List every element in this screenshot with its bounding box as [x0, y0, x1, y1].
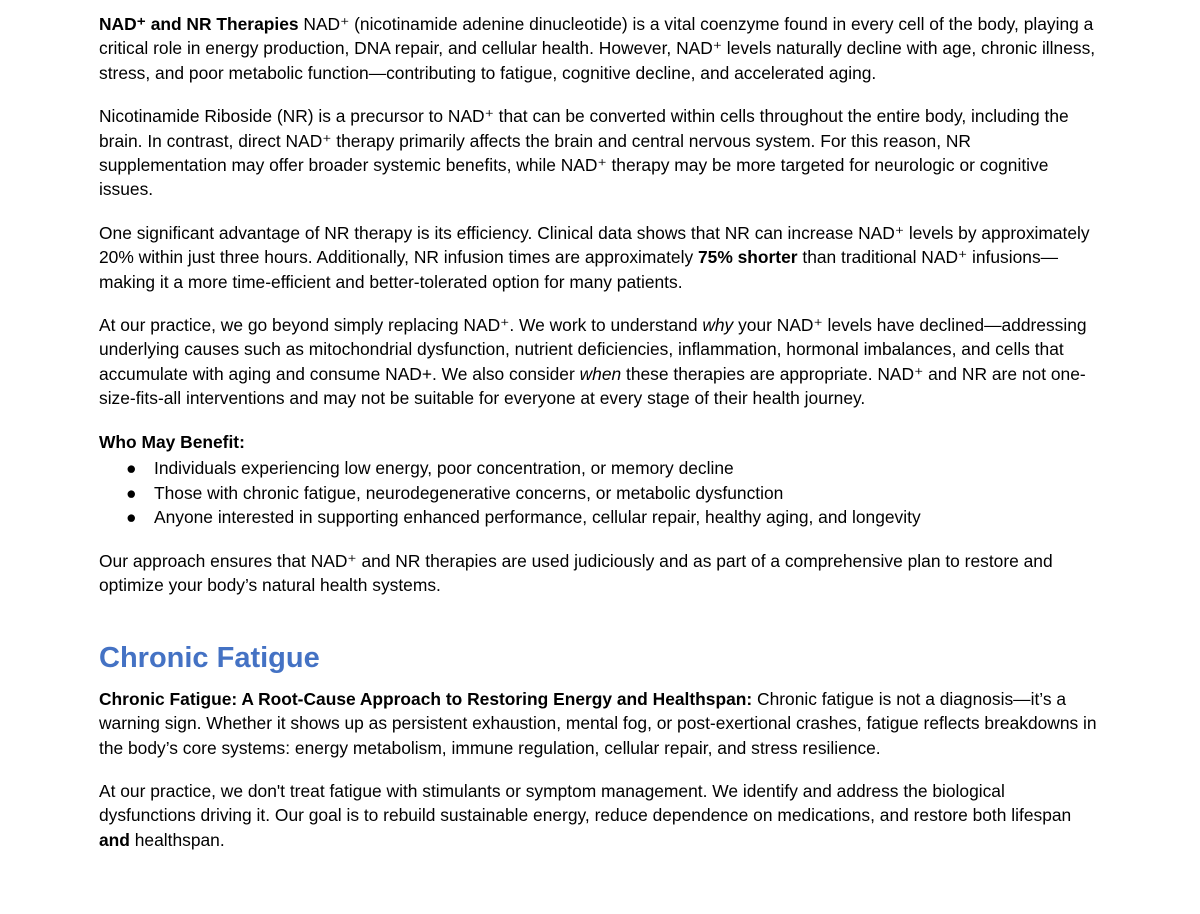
bullet-icon: ● — [126, 482, 137, 503]
practice-approach-paragraph — [99, 313, 1101, 411]
bullet-icon: ● — [126, 458, 137, 479]
nr-precursor-paragraph: Nicotinamide Riboside (NR) is a precursor to NAD⁺ that can be converted within cells throughout the entire body, including the brain. In contrast, direct NAD⁺ therapy primarily affects the brain and central nervous system. For this reason, NR supplementation may offer broader systemic benefits, while NAD⁺ therapy may be more targeted for neurologic or cognitive issues. — [99, 106, 1069, 200]
fatigue-intro-lead: Chronic Fatigue: A Root-Cause Approach to Restoring Energy and Healthspan: — [99, 688, 753, 709]
benefit-list — [99, 456, 1101, 530]
fatigue-practice-paragraph — [99, 779, 1101, 852]
fatigue-intro-paragraph — [99, 687, 1101, 760]
benefit-text: Individuals experiencing low energy, poor concentration, or memory decline — [154, 458, 734, 479]
list-item — [99, 481, 1101, 506]
list-item — [99, 456, 1101, 481]
fatigue-practice-text-b: healthspan. — [129, 829, 225, 850]
nr-efficiency-bold: 75% shorter — [697, 247, 798, 268]
who-may-benefit-heading: Who May Benefit: — [99, 431, 245, 452]
fatigue-intro-body: Chronic fatigue is not a diagnosis—it’s a warning sign. Whether it shows up as persistent exhaustion, mental fog, or post-exertional crashes, fatigue reflects breakdowns in the body’s core systems: energy metabolism, immune regulation, cellular repair, and stress resilience. — [99, 688, 1097, 758]
bullet-icon: ● — [126, 507, 137, 528]
nr-efficiency-text-a: One significant advantage of NR therapy is its efficiency. Clinical data shows that NR can increase NAD⁺ levels by approximately 20% within just three hours. Additionally, NR infusion times are approximately — [99, 222, 1090, 268]
list-item — [99, 505, 1101, 530]
fatigue-practice-text-a: At our practice, we don't treat fatigue with stimulants or symptom management. We identify and address the biological dysfunctions driving it. Our goal is to rebuild sustainable energy, reduce dependence on medications, and restore both lifespan — [99, 780, 1072, 826]
practice-when-emphasis: when — [579, 363, 622, 384]
nad-intro-paragraph — [99, 12, 1101, 85]
practice-text-a: At our practice, we go beyond simply replacing NAD⁺. We work to understand — [99, 315, 703, 336]
practice-why-emphasis: why — [702, 315, 734, 336]
benefit-text: Those with chronic fatigue, neurodegenerative concerns, or metabolic dysfunction — [154, 482, 784, 503]
document-page — [99, 12, 1101, 852]
nr-efficiency-paragraph — [99, 221, 1101, 294]
nad-intro-lead: NAD⁺ and NR Therapies — [99, 14, 299, 34]
nad-conclusion-paragraph: Our approach ensures that NAD⁺ and NR therapies are used judiciously and as part of a comprehensive plan to restore and optimize your body’s natural health systems. — [99, 550, 1053, 596]
practice-text-b: your NAD⁺ levels have declined—addressing underlying causes such as mitochondrial dysfunction, nutrient deficiencies, inflammation, hormonal imbalances, and cells that accumulate with aging and consume NAD+. We also consider — [99, 315, 1087, 384]
nad-intro-body: NAD⁺ (nicotinamide adenine dinucleotide) is a vital coenzyme found in every cell of the body, playing a critical role in energy production, DNA repair, and cellular health. However, NAD⁺ levels naturally decline with age, chronic illness, stress, and poor metabolic function—contributing to fatigue, cognitive decline, and accelerated aging. — [99, 14, 1096, 83]
practice-text-c: these therapies are appropriate. NAD⁺ and NR are not one-size-fits-all interventions and may not be suitable for everyone at every stage of their health journey. — [99, 363, 1086, 409]
benefit-text: Anyone interested in supporting enhanced performance, cellular repair, healthy aging, and longevity — [154, 507, 921, 528]
nr-efficiency-text-b: than traditional NAD⁺ infusions—making it a more time-efficient and better-tolerated option for many patients. — [99, 247, 1059, 292]
chronic-fatigue-heading: Chronic Fatigue — [99, 641, 320, 674]
fatigue-practice-bold: and — [99, 829, 130, 850]
